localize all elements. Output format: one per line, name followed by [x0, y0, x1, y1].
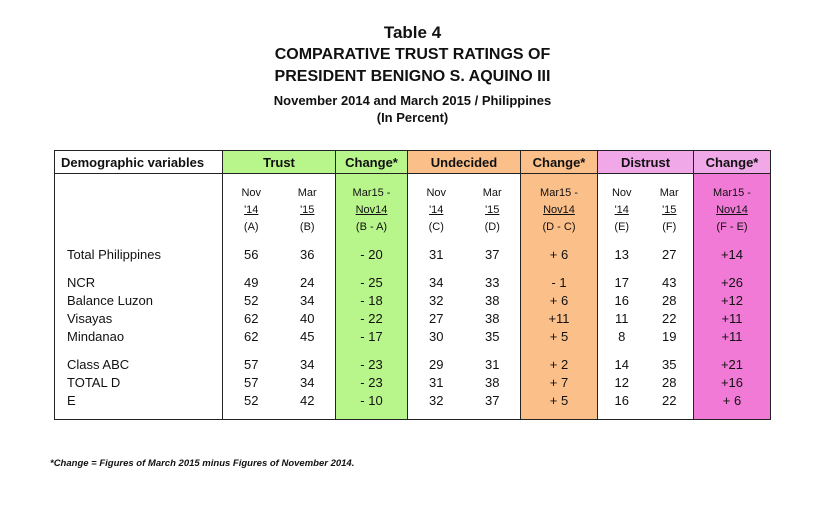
table-cell: 52	[223, 291, 280, 309]
row-label: Total Philippines	[55, 245, 223, 263]
spacer-cell	[55, 409, 223, 420]
table-cell: 33	[465, 273, 521, 291]
table-cell: 35	[465, 327, 521, 345]
table-cell: (B - A)	[336, 218, 408, 235]
table-cell: - 23	[336, 373, 408, 391]
spacer-cell	[598, 409, 646, 420]
spacer-cell	[336, 174, 408, 185]
spacer-cell	[646, 345, 694, 355]
table-cell: + 7	[521, 373, 598, 391]
table-cell: 24	[280, 273, 336, 291]
spacer-cell	[694, 174, 771, 185]
spacer-cell	[223, 174, 280, 185]
subheader-row-year	[55, 201, 771, 218]
subheader-row-month	[55, 184, 771, 201]
table-cell: 34	[408, 273, 465, 291]
table-row	[55, 309, 771, 327]
table-cell: (F - E)	[694, 218, 771, 235]
spacer-cell	[408, 345, 465, 355]
spacer-cell	[280, 235, 336, 245]
table-title: COMPARATIVE TRUST RATINGS OF	[274, 46, 551, 63]
table-period: November 2014 and March 2015 / Philippines	[273, 93, 552, 108]
table-cell: - 18	[336, 291, 408, 309]
table-cell: Mar	[465, 184, 521, 201]
table-cell: Nov14	[694, 201, 771, 218]
table-cell: - 20	[336, 245, 408, 263]
table-cell: 62	[223, 309, 280, 327]
table-row	[55, 355, 771, 373]
spacer-cell	[646, 174, 694, 185]
table-cell: + 5	[521, 391, 598, 409]
spacer-cell	[408, 235, 465, 245]
table-cell: '15	[646, 201, 694, 218]
spacer-row	[55, 235, 771, 245]
header-distrust: Distrust	[598, 151, 694, 174]
table-cell: Mar	[646, 184, 694, 201]
table-cell: Nov14	[336, 201, 408, 218]
table-cell: Mar15 -	[694, 184, 771, 201]
table-cell: +11	[521, 309, 598, 327]
table-cell: 38	[465, 309, 521, 327]
table-cell: +11	[694, 309, 771, 327]
table-cell: (B)	[280, 218, 336, 235]
table-cell: 27	[408, 309, 465, 327]
table-cell: (F)	[646, 218, 694, 235]
table-cell: 32	[408, 291, 465, 309]
table-row	[55, 273, 771, 291]
spacer-cell	[465, 174, 521, 185]
header-change-undecided: Change*	[521, 151, 598, 174]
table-cell: Mar	[280, 184, 336, 201]
table-cell: '15	[280, 201, 336, 218]
table-cell: 43	[646, 273, 694, 291]
row-label: NCR	[55, 273, 223, 291]
spacer-row	[55, 174, 771, 185]
spacer-cell	[280, 174, 336, 185]
table-cell: 57	[223, 373, 280, 391]
spacer-cell	[280, 263, 336, 273]
header-row	[55, 151, 771, 174]
spacer-cell	[694, 263, 771, 273]
table-title-block	[0, 22, 825, 126]
row-label: Mindanao	[55, 327, 223, 345]
header-trust: Trust	[223, 151, 336, 174]
row-label: Balance Luzon	[55, 291, 223, 309]
table-cell: 52	[223, 391, 280, 409]
header-change-trust: Change*	[336, 151, 408, 174]
table-row	[55, 291, 771, 309]
row-label	[55, 184, 223, 201]
table-cell: + 6	[521, 245, 598, 263]
table-cell: +16	[694, 373, 771, 391]
spacer-cell	[521, 263, 598, 273]
spacer-cell	[280, 409, 336, 420]
row-label: Visayas	[55, 309, 223, 327]
spacer-cell	[465, 345, 521, 355]
spacer-cell	[646, 409, 694, 420]
spacer-cell	[521, 174, 598, 185]
spacer-cell	[598, 345, 646, 355]
spacer-cell	[465, 235, 521, 245]
table-cell: Mar15 -	[521, 184, 598, 201]
table-cell: 11	[598, 309, 646, 327]
table-cell: +26	[694, 273, 771, 291]
spacer-cell	[336, 409, 408, 420]
spacer-cell	[408, 409, 465, 420]
table-cell: 40	[280, 309, 336, 327]
table-cell: 42	[280, 391, 336, 409]
spacer-cell	[336, 235, 408, 245]
table-row	[55, 391, 771, 409]
table-cell: + 6	[521, 291, 598, 309]
table-cell: Nov	[408, 184, 465, 201]
table-cell: 31	[408, 373, 465, 391]
table-cell: Nov	[223, 184, 280, 201]
table-cell: + 6	[694, 391, 771, 409]
table-cell: 38	[465, 291, 521, 309]
spacer-cell	[465, 409, 521, 420]
spacer-row	[55, 263, 771, 273]
table-cell: + 5	[521, 327, 598, 345]
spacer-cell	[694, 409, 771, 420]
table-subject: PRESIDENT BENIGNO S. AQUINO III	[274, 68, 551, 85]
spacer-row	[55, 345, 771, 355]
table-cell: + 2	[521, 355, 598, 373]
table-cell: 31	[408, 245, 465, 263]
row-label	[55, 218, 223, 235]
table-cell: (D - C)	[521, 218, 598, 235]
table-cell: 14	[598, 355, 646, 373]
table-cell: '14	[598, 201, 646, 218]
table-cell: 34	[280, 373, 336, 391]
footnote: *Change = Figures of March 2015 minus Figures of November 2014.	[50, 458, 355, 469]
table-cell: +14	[694, 245, 771, 263]
table-cell: - 10	[336, 391, 408, 409]
spacer-cell	[694, 345, 771, 355]
table-cell: +11	[694, 327, 771, 345]
table-cell: 13	[598, 245, 646, 263]
table-number: Table 4	[383, 23, 442, 42]
spacer-cell	[598, 235, 646, 245]
row-label: E	[55, 391, 223, 409]
spacer-cell	[646, 235, 694, 245]
table-cell: - 23	[336, 355, 408, 373]
spacer-cell	[521, 345, 598, 355]
table-cell: +12	[694, 291, 771, 309]
table-row	[55, 245, 771, 263]
table-unit: (In Percent)	[376, 110, 449, 125]
table-cell: 56	[223, 245, 280, 263]
table-cell: 30	[408, 327, 465, 345]
spacer-cell	[55, 345, 223, 355]
table-cell: 16	[598, 391, 646, 409]
spacer-cell	[223, 409, 280, 420]
table-cell: '14	[223, 201, 280, 218]
spacer-cell	[55, 174, 223, 185]
spacer-cell	[598, 263, 646, 273]
spacer-cell	[223, 263, 280, 273]
table-cell: 27	[646, 245, 694, 263]
table-cell: 28	[646, 291, 694, 309]
table-cell: - 1	[521, 273, 598, 291]
table-cell: +21	[694, 355, 771, 373]
spacer-cell	[336, 263, 408, 273]
header-change-distrust: Change*	[694, 151, 771, 174]
row-label: Class ABC	[55, 355, 223, 373]
table-cell: 34	[280, 355, 336, 373]
trust-ratings-table	[54, 150, 771, 420]
spacer-cell	[223, 345, 280, 355]
table-cell: 16	[598, 291, 646, 309]
spacer-cell	[694, 235, 771, 245]
table-cell: 12	[598, 373, 646, 391]
subheader-row-code	[55, 218, 771, 235]
table-cell: 19	[646, 327, 694, 345]
spacer-cell	[280, 345, 336, 355]
table-row	[55, 373, 771, 391]
table-cell: 31	[465, 355, 521, 373]
table-cell: 22	[646, 309, 694, 327]
table-cell: 62	[223, 327, 280, 345]
table-cell: Nov	[598, 184, 646, 201]
spacer-cell	[223, 235, 280, 245]
header-demographic: Demographic variables	[55, 151, 223, 174]
table-cell: 32	[408, 391, 465, 409]
table-cell: 8	[598, 327, 646, 345]
table-cell: Nov14	[521, 201, 598, 218]
spacer-cell	[598, 174, 646, 185]
table-cell: 22	[646, 391, 694, 409]
table-cell: (C)	[408, 218, 465, 235]
row-label	[55, 201, 223, 218]
table-cell: '14	[408, 201, 465, 218]
table-cell: 34	[280, 291, 336, 309]
spacer-cell	[55, 263, 223, 273]
table-cell: (A)	[223, 218, 280, 235]
table-cell: 29	[408, 355, 465, 373]
table-cell: 28	[646, 373, 694, 391]
table-cell: - 17	[336, 327, 408, 345]
spacer-cell	[55, 235, 223, 245]
spacer-cell	[408, 174, 465, 185]
spacer-cell	[521, 235, 598, 245]
table-cell: 37	[465, 245, 521, 263]
table-cell: - 22	[336, 309, 408, 327]
table-cell: - 25	[336, 273, 408, 291]
table-cell: 37	[465, 391, 521, 409]
table-cell: '15	[465, 201, 521, 218]
table-cell: 57	[223, 355, 280, 373]
row-label: TOTAL D	[55, 373, 223, 391]
spacer-cell	[336, 345, 408, 355]
table-cell: Mar15 -	[336, 184, 408, 201]
table-cell: 49	[223, 273, 280, 291]
spacer-cell	[646, 263, 694, 273]
spacer-row	[55, 409, 771, 420]
table-cell: 17	[598, 273, 646, 291]
table-cell: (D)	[465, 218, 521, 235]
table-cell: (E)	[598, 218, 646, 235]
spacer-cell	[521, 409, 598, 420]
table-cell: 35	[646, 355, 694, 373]
table-cell: 36	[280, 245, 336, 263]
table-cell: 45	[280, 327, 336, 345]
header-undecided: Undecided	[408, 151, 521, 174]
table-row	[55, 327, 771, 345]
spacer-cell	[408, 263, 465, 273]
spacer-cell	[465, 263, 521, 273]
table-cell: 38	[465, 373, 521, 391]
